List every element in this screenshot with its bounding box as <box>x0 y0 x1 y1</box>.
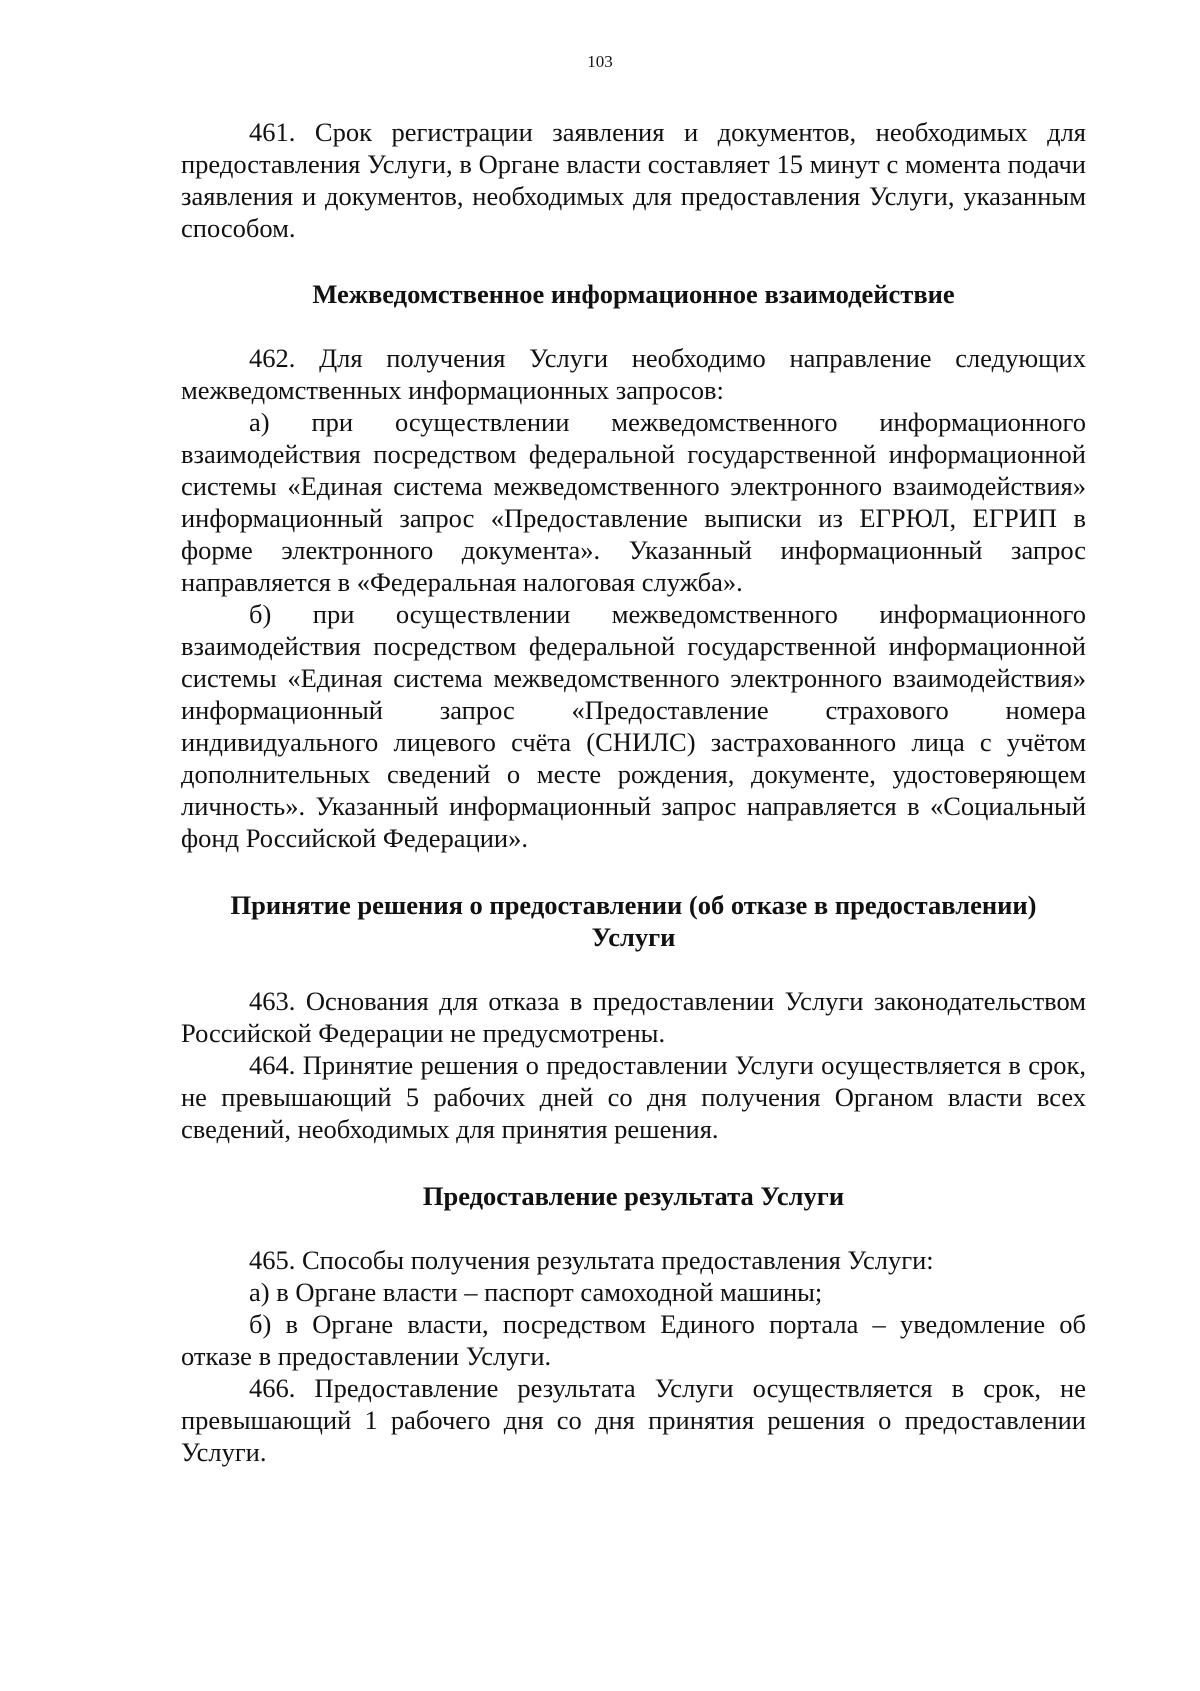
paragraph-465-a: а) в Органе власти – паспорт самоходной машины; <box>249 1277 823 1307</box>
section-heading-result: Предоставление результата Услуги <box>422 1181 845 1211</box>
paragraph-463: 463. Основания для отказа в предоставлении Услуги законодательством Российской Федерации не предусмотрены. <box>181 986 1086 1048</box>
page-number: 103 <box>587 52 613 71</box>
document-page <box>181 0 1086 1468</box>
section-heading-interagency: Межведомственное информационное взаимодействие <box>312 279 955 309</box>
section-heading-decision-line2: Услуги <box>591 922 676 952</box>
paragraph-462-b: б) при осуществлении межведомственного информационного взаимодействия посредством федеральной государственной информационной системы «Единая система межведомственного электронного взаимодействия» информационный запрос «Предоставление страхового номера индивидуального лицевого счёта (СНИЛС) застрахованного лица с учётом дополнительных сведений о месте рождения, документе, удостоверяющем личность». Указанный информационный запрос направляется в «Социальный фонд Российской Федерации». <box>181 599 1086 853</box>
paragraph-462-a: а) при осуществлении межведомственного информационного взаимодействия посредством федеральной государственной информационной системы «Единая система межведомственного электронного взаимодействия» информационный запрос «Предоставление выписки из ЕГРЮЛ, ЕГРИП в форме электронного документа». Указанный информационный запрос направляется в «Федеральная налоговая служба». <box>181 407 1086 597</box>
section-heading-decision-line1: Принятие решения о предоставлении (об отказе в предоставлении) <box>230 890 1037 920</box>
paragraph-464: 464. Принятие решения о предоставлении Услуги осуществляется в срок, не превышающий 5 рабочих дней со дня получения Органом власти всех сведений, необходимых для принятия решения. <box>181 1050 1086 1144</box>
paragraph-465: 465. Способы получения результата предоставления Услуги: <box>249 1245 934 1275</box>
paragraph-461: 461. Срок регистрации заявления и документов, необходимых для предоставления Услуги, в Органе власти составляет 15 минут с момента подачи заявления и документов, необходимых для предоставления Услуги, указанным способом. <box>181 117 1086 243</box>
paragraph-465-b: б) в Органе власти, посредством Единого портала – уведомление об отказе в предоставлении Услуги. <box>181 1309 1086 1371</box>
paragraph-466: 466. Предоставление результата Услуги осуществляется в срок, не превышающий 1 рабочего дня со дня принятия решения о предоставлении Услуги. <box>181 1373 1086 1467</box>
paragraph-462: 462. Для получения Услуги необходимо направление следующих межведомственных информационных запросов: <box>181 343 1086 405</box>
